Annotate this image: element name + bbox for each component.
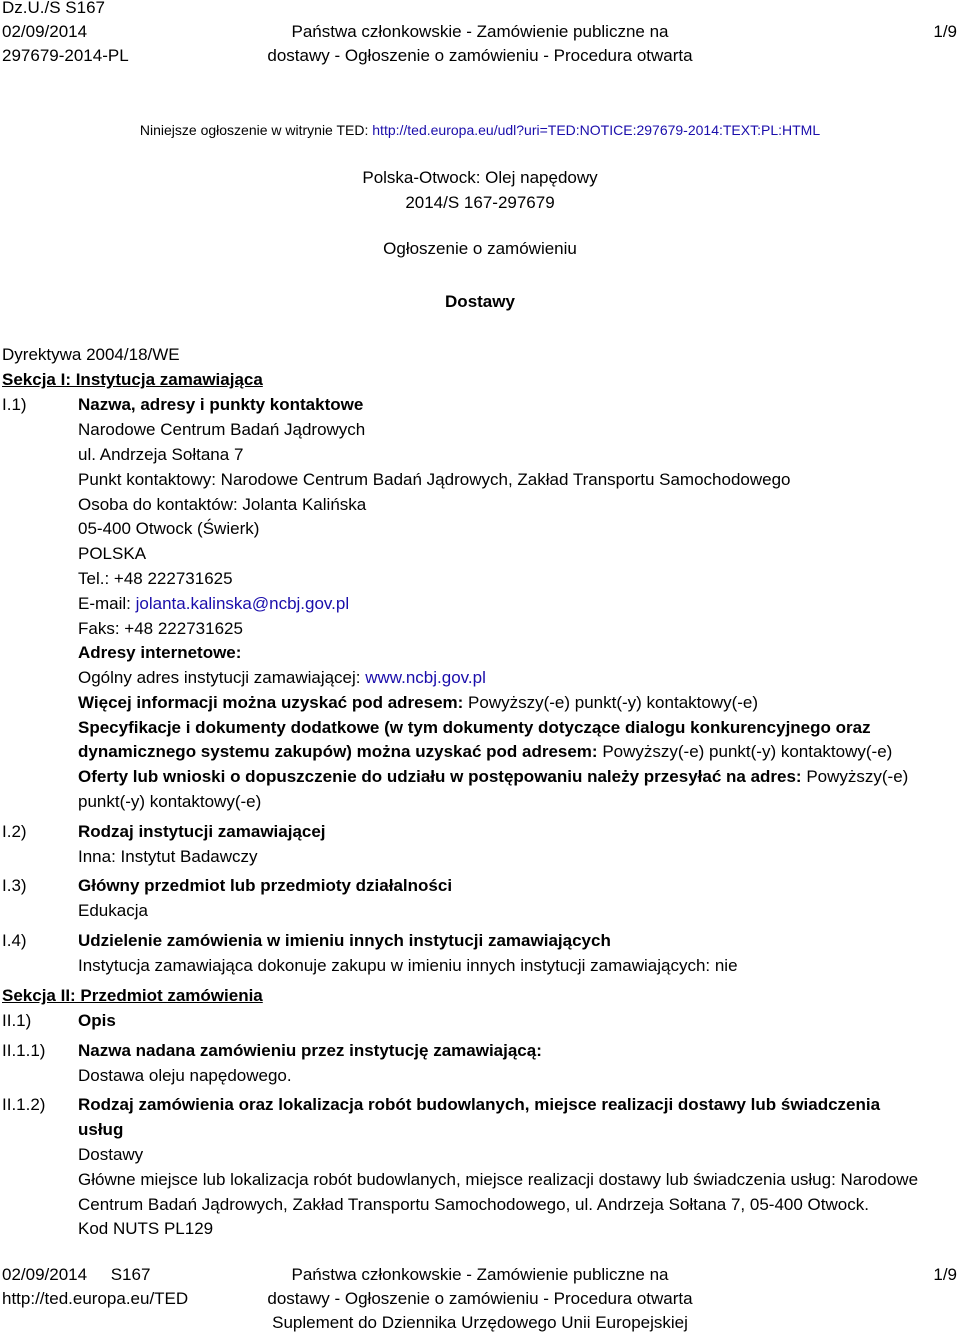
i1-name: Narodowe Centrum Badań Jądrowych	[78, 420, 366, 439]
header-date: 02/09/2014	[2, 22, 88, 41]
notice-link[interactable]: http://ted.europa.eu/udl?uri=TED:NOTICE:297679-2014:TEXT:PL:HTML	[372, 122, 821, 138]
i4-number: I.4)	[2, 931, 27, 950]
section1-heading: Sekcja I: Instytucja zamawiająca	[2, 370, 263, 389]
footer-url: http://ted.europa.eu/TED	[2, 1289, 189, 1308]
ii12-heading-2: usług	[78, 1120, 124, 1139]
i1-specs-value: Powyższy(-e) punkt(-y) kontaktowy(-e)	[602, 742, 893, 761]
ii12-nuts: Kod NUTS PL129	[78, 1219, 214, 1238]
ii11-value: Dostawa oleju napędowego.	[78, 1066, 292, 1085]
i1-contact-person: Osoba do kontaktów: Jolanta Kalińska	[78, 495, 367, 514]
i1-email-label: E-mail:	[78, 594, 136, 613]
i1-offers-value-2: punkt(-y) kontaktowy(-e)	[78, 792, 262, 811]
directive: Dyrektywa 2004/18/WE	[2, 345, 180, 364]
i3-value: Edukacja	[78, 901, 148, 920]
i1-country: POLSKA	[78, 544, 147, 563]
header-title-line1: Państwa członkowskie - Zamówienie publiczne na	[291, 22, 669, 41]
i1-contact-point: Punkt kontaktowy: Narodowe Centrum Badań Jądrowych, Zakład Transportu Samochodowego	[78, 470, 791, 489]
footer-title-line3: Suplement do Dziennika Urzędowego Unii Europejskiej	[272, 1313, 688, 1332]
i1-offers-value-1: Powyższy(-e)	[806, 767, 909, 786]
i2-heading: Rodzaj instytucji zamawiającej	[78, 822, 326, 841]
header-title-line2: dostawy - Ogłoszenie o zamówieniu - Procedura otwarta	[267, 46, 693, 65]
footer-title-line1: Państwa członkowskie - Zamówienie publiczne na	[291, 1265, 669, 1284]
i1-tel: Tel.: +48 222731625	[78, 569, 233, 588]
ii1-number: II.1)	[2, 1011, 32, 1030]
i3-heading: Główny przedmiot lub przedmioty działalności	[78, 876, 453, 895]
i1-more-info-line	[78, 693, 758, 713]
header-page: 1/9	[933, 22, 957, 41]
notice-link-prefix: Niniejsze ogłoszenie w witrynie TED:	[139, 122, 373, 138]
i4-value: Instytucja zamawiająca dokonuje zakupu w imieniu innych instytucji zamawiających: nie	[78, 956, 738, 975]
general-url-link[interactable]: www.ncbj.gov.pl	[365, 668, 486, 687]
notice-title: Polska-Otwock: Olej napędowy	[362, 168, 598, 187]
ii12-location-1: Główne miejsce lub lokalizacja robót budowlanych, miejsce realizacji dostawy lub świadczenia usług: Narodowe	[78, 1170, 919, 1189]
ii12-number: II.1.2)	[2, 1095, 46, 1114]
i3-number: I.3)	[2, 876, 27, 895]
ii12-heading-1: Rodzaj zamówienia oraz lokalizacja robót budowlanych, miejsce realizacji dostawy lub świadczenia	[78, 1095, 881, 1114]
i1-specs-line-2	[78, 742, 892, 762]
footer-title-line2: dostawy - Ogłoszenie o zamówieniu - Procedura otwarta	[267, 1289, 693, 1308]
i1-fax: Faks: +48 222731625	[78, 619, 243, 638]
ii12-location-2: Centrum Badań Jądrowych, Zakład Transportu Samochodowego, ul. Andrzeja Sołtana 7, 05-400 Otwock.	[78, 1195, 869, 1214]
i4-heading: Udzielenie zamówienia w imieniu innych instytucji zamawiających	[78, 931, 611, 950]
footer-date-issue: 02/09/2014 S167	[2, 1265, 151, 1284]
i1-general-address-line	[78, 668, 486, 688]
ii11-number: II.1.1)	[2, 1041, 46, 1060]
footer-page: 1/9	[933, 1265, 957, 1284]
section2-heading: Sekcja II: Przedmiot zamówienia	[2, 986, 263, 1005]
notice-category: Dostawy	[445, 292, 515, 311]
notice-link-line	[0, 122, 960, 138]
i1-specs-label-1: Specyfikacje i dokumenty dodatkowe (w tym dokumenty dotyczące dialogu konkurencyjnego oraz	[78, 718, 871, 737]
header-ref: 297679-2014-PL	[2, 46, 129, 65]
i1-more-info-value: Powyższy(-e) punkt(-y) kontaktowy(-e)	[468, 693, 759, 712]
i1-heading: Nazwa, adresy i punkty kontaktowe	[78, 395, 364, 414]
header-journal: Dz.U./S S167	[2, 0, 105, 17]
ii1-heading: Opis	[78, 1011, 116, 1030]
i1-street: ul. Andrzeja Sołtana 7	[78, 445, 244, 464]
ii11-heading: Nazwa nadana zamówieniu przez instytucję zamawiającą:	[78, 1041, 542, 1060]
ii12-type: Dostawy	[78, 1145, 144, 1164]
i1-internet-heading: Adresy internetowe:	[78, 643, 242, 662]
i1-offers-line	[78, 767, 908, 787]
i2-value: Inna: Instytut Badawczy	[78, 847, 258, 866]
notice-type: Ogłoszenie o zamówieniu	[383, 239, 577, 258]
i1-city: 05-400 Otwock (Świerk)	[78, 519, 260, 538]
i1-offers-label: Oferty lub wnioski o dopuszczenie do udziału w postępowaniu należy przesyłać na adres:	[78, 767, 807, 786]
email-link[interactable]: jolanta.kalinska@ncbj.gov.pl	[135, 594, 350, 613]
i1-number: I.1)	[2, 395, 27, 414]
notice-number: 2014/S 167-297679	[405, 193, 555, 212]
i1-specs-label-2: dynamicznego systemu zakupów) można uzyskać pod adresem:	[78, 742, 603, 761]
i1-email-line	[78, 594, 349, 614]
i2-number: I.2)	[2, 822, 27, 841]
i1-general-label: Ogólny adres instytucji zamawiającej:	[78, 668, 366, 687]
i1-more-info-label: Więcej informacji można uzyskać pod adresem:	[78, 693, 469, 712]
